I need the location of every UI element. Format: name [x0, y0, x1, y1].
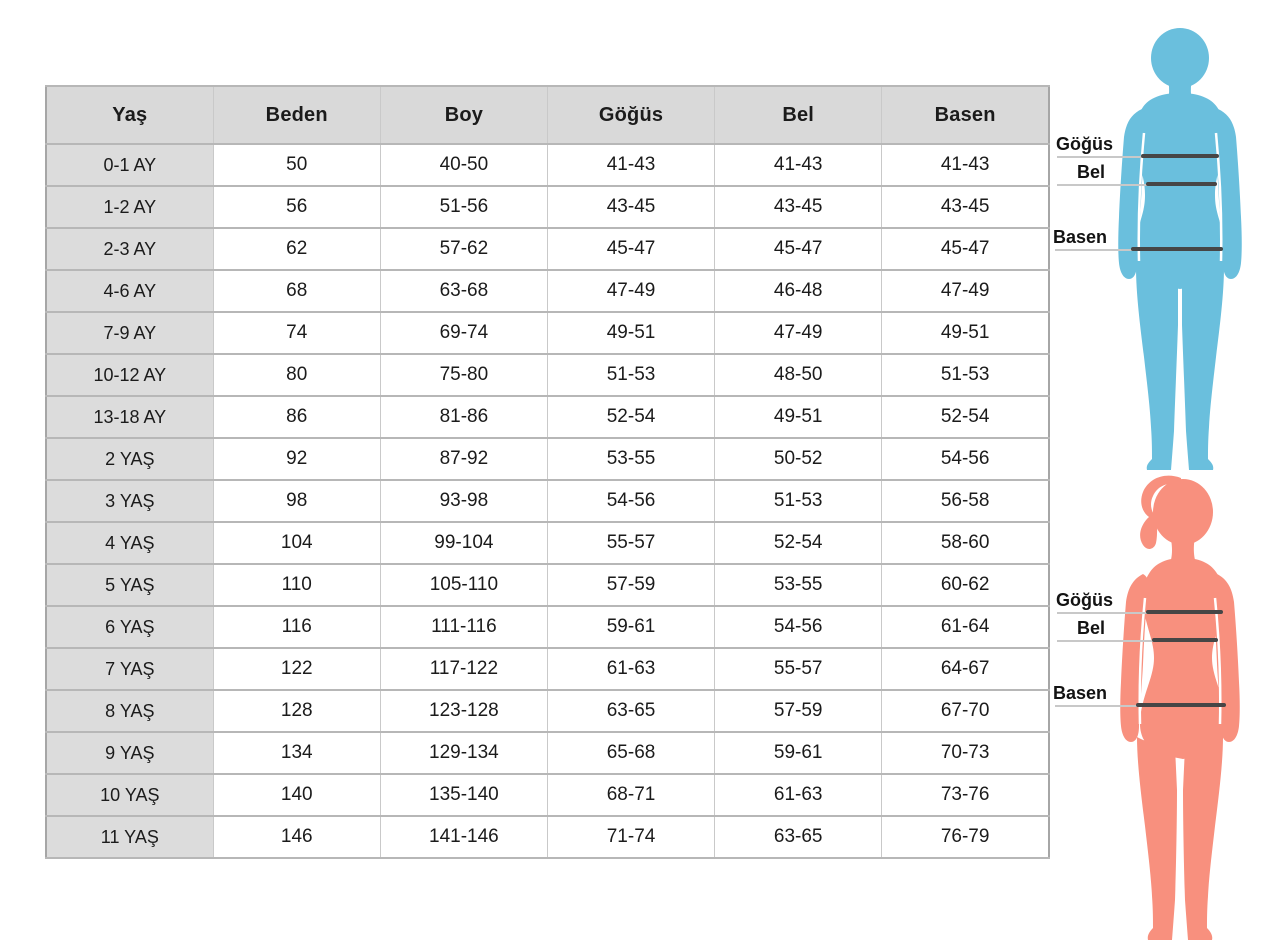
data-cell: 59-61 [715, 732, 882, 774]
data-cell: 99-104 [380, 522, 547, 564]
row-label-cell: 4 YAŞ [46, 522, 213, 564]
data-cell: 46-48 [715, 270, 882, 312]
girl-chest-leader-line [1057, 612, 1149, 614]
row-label-cell: 7-9 AY [46, 312, 213, 354]
data-cell: 51-53 [547, 354, 714, 396]
row-label-cell: 6 YAŞ [46, 606, 213, 648]
data-cell: 54-56 [882, 438, 1049, 480]
data-cell: 129-134 [380, 732, 547, 774]
data-cell: 58-60 [882, 522, 1049, 564]
data-cell: 86 [213, 396, 380, 438]
boy-waist-leader-line [1057, 184, 1149, 186]
data-cell: 50 [213, 144, 380, 186]
data-cell: 61-63 [547, 648, 714, 690]
data-cell: 53-55 [547, 438, 714, 480]
boy-hip-label: Basen [1053, 227, 1108, 247]
data-cell: 57-59 [547, 564, 714, 606]
data-cell: 61-64 [882, 606, 1049, 648]
girl-chest-line [1146, 610, 1223, 614]
table-row [46, 564, 1049, 606]
data-cell: 52-54 [882, 396, 1049, 438]
data-cell: 43-45 [715, 186, 882, 228]
girl-leg [1183, 737, 1223, 940]
data-cell: 54-56 [547, 480, 714, 522]
data-cell: 75-80 [380, 354, 547, 396]
data-cell: 57-62 [380, 228, 547, 270]
row-label-cell: 0-1 AY [46, 144, 213, 186]
data-cell: 47-49 [547, 270, 714, 312]
table-row [46, 774, 1049, 816]
column-header: Beden [213, 86, 380, 144]
boy-chest-line [1141, 154, 1219, 158]
data-cell: 43-45 [547, 186, 714, 228]
data-cell: 68-71 [547, 774, 714, 816]
data-cell: 51-53 [882, 354, 1049, 396]
header-row [46, 86, 1049, 144]
table-row [46, 816, 1049, 858]
data-cell: 55-57 [715, 648, 882, 690]
row-label-cell: 5 YAŞ [46, 564, 213, 606]
girl-chest-label: Göğüs [1056, 590, 1113, 610]
data-cell: 70-73 [882, 732, 1049, 774]
boy-chest-label: Göğüs [1056, 134, 1113, 154]
data-cell: 47-49 [882, 270, 1049, 312]
data-cell: 76-79 [882, 816, 1049, 858]
data-cell: 87-92 [380, 438, 547, 480]
data-cell: 49-51 [715, 396, 882, 438]
size-table [45, 85, 1050, 859]
table-row [46, 690, 1049, 732]
data-cell: 141-146 [380, 816, 547, 858]
row-label-cell: 9 YAŞ [46, 732, 213, 774]
data-cell: 122 [213, 648, 380, 690]
table-row [46, 606, 1049, 648]
column-header: Basen [882, 86, 1049, 144]
data-cell: 111-116 [380, 606, 547, 648]
row-label-cell: 10-12 AY [46, 354, 213, 396]
data-cell: 48-50 [715, 354, 882, 396]
table-row [46, 732, 1049, 774]
data-cell: 53-55 [715, 564, 882, 606]
data-cell: 116 [213, 606, 380, 648]
table-row [46, 312, 1049, 354]
data-cell: 92 [213, 438, 380, 480]
girl-waist-line [1152, 638, 1218, 642]
girl-silhouette [1093, 472, 1267, 948]
data-cell: 93-98 [380, 480, 547, 522]
size-table-body [46, 144, 1049, 858]
table-row [46, 648, 1049, 690]
data-cell: 64-67 [882, 648, 1049, 690]
column-header: Yaş [46, 86, 213, 144]
row-label-cell: 1-2 AY [46, 186, 213, 228]
boy-waist-line [1146, 182, 1217, 186]
table-row [46, 396, 1049, 438]
data-cell: 134 [213, 732, 380, 774]
data-cell: 63-65 [547, 690, 714, 732]
data-cell: 74 [213, 312, 380, 354]
table-row [46, 354, 1049, 396]
data-cell: 98 [213, 480, 380, 522]
data-cell: 47-49 [715, 312, 882, 354]
table-row [46, 522, 1049, 564]
column-header: Göğüs [547, 86, 714, 144]
row-label-cell: 13-18 AY [46, 396, 213, 438]
data-cell: 65-68 [547, 732, 714, 774]
girl-waist-label: Bel [1077, 618, 1106, 638]
data-cell: 135-140 [380, 774, 547, 816]
data-cell: 104 [213, 522, 380, 564]
data-cell: 61-63 [715, 774, 882, 816]
data-cell: 67-70 [882, 690, 1049, 732]
column-header: Bel [715, 86, 882, 144]
data-cell: 117-122 [380, 648, 547, 690]
data-cell: 52-54 [547, 396, 714, 438]
data-cell: 41-43 [547, 144, 714, 186]
row-label-cell: 4-6 AY [46, 270, 213, 312]
girl-waist-leader-line [1057, 640, 1155, 642]
data-cell: 45-47 [547, 228, 714, 270]
boy-hip-line [1131, 247, 1223, 251]
data-cell: 60-62 [882, 564, 1049, 606]
table-row [46, 480, 1049, 522]
row-label-cell: 7 YAŞ [46, 648, 213, 690]
data-cell: 59-61 [547, 606, 714, 648]
data-cell: 73-76 [882, 774, 1049, 816]
row-label-cell: 8 YAŞ [46, 690, 213, 732]
data-cell: 128 [213, 690, 380, 732]
boy-chest-leader-line [1057, 156, 1145, 158]
boy-hip-leader-line [1055, 249, 1135, 251]
data-cell: 51-53 [715, 480, 882, 522]
data-cell: 43-45 [882, 186, 1049, 228]
data-cell: 69-74 [380, 312, 547, 354]
row-label-cell: 11 YAŞ [46, 816, 213, 858]
data-cell: 41-43 [715, 144, 882, 186]
data-cell: 52-54 [715, 522, 882, 564]
data-cell: 140 [213, 774, 380, 816]
data-cell: 146 [213, 816, 380, 858]
table-row [46, 228, 1049, 270]
data-cell: 123-128 [380, 690, 547, 732]
data-cell: 68 [213, 270, 380, 312]
boy-torso [1134, 93, 1226, 289]
table-row [46, 438, 1049, 480]
row-label-cell: 2 YAŞ [46, 438, 213, 480]
row-label-cell: 3 YAŞ [46, 480, 213, 522]
data-cell: 80 [213, 354, 380, 396]
boy-leg [1182, 267, 1224, 470]
data-cell: 50-52 [715, 438, 882, 480]
row-label-cell: 2-3 AY [46, 228, 213, 270]
data-cell: 45-47 [715, 228, 882, 270]
data-cell: 110 [213, 564, 380, 606]
data-cell: 105-110 [380, 564, 547, 606]
data-cell: 55-57 [547, 522, 714, 564]
data-cell: 41-43 [882, 144, 1049, 186]
data-cell: 45-47 [882, 228, 1049, 270]
data-cell: 57-59 [715, 690, 882, 732]
table-row [46, 270, 1049, 312]
data-cell: 62 [213, 228, 380, 270]
boy-waist-label: Bel [1077, 162, 1106, 182]
data-cell: 56 [213, 186, 380, 228]
girl-hip-leader-line [1055, 705, 1139, 707]
size-table-head [46, 86, 1049, 144]
data-cell: 81-86 [380, 396, 547, 438]
row-label-cell: 10 YAŞ [46, 774, 213, 816]
data-cell: 49-51 [882, 312, 1049, 354]
data-cell: 63-65 [715, 816, 882, 858]
data-cell: 63-68 [380, 270, 547, 312]
table-row [46, 144, 1049, 186]
data-cell: 51-56 [380, 186, 547, 228]
data-cell: 54-56 [715, 606, 882, 648]
girl-hip-line [1136, 703, 1226, 707]
girl-hip-label: Basen [1053, 683, 1108, 703]
data-cell: 71-74 [547, 816, 714, 858]
data-cell: 49-51 [547, 312, 714, 354]
table-row [46, 186, 1049, 228]
data-cell: 56-58 [882, 480, 1049, 522]
data-cell: 40-50 [380, 144, 547, 186]
column-header: Boy [380, 86, 547, 144]
